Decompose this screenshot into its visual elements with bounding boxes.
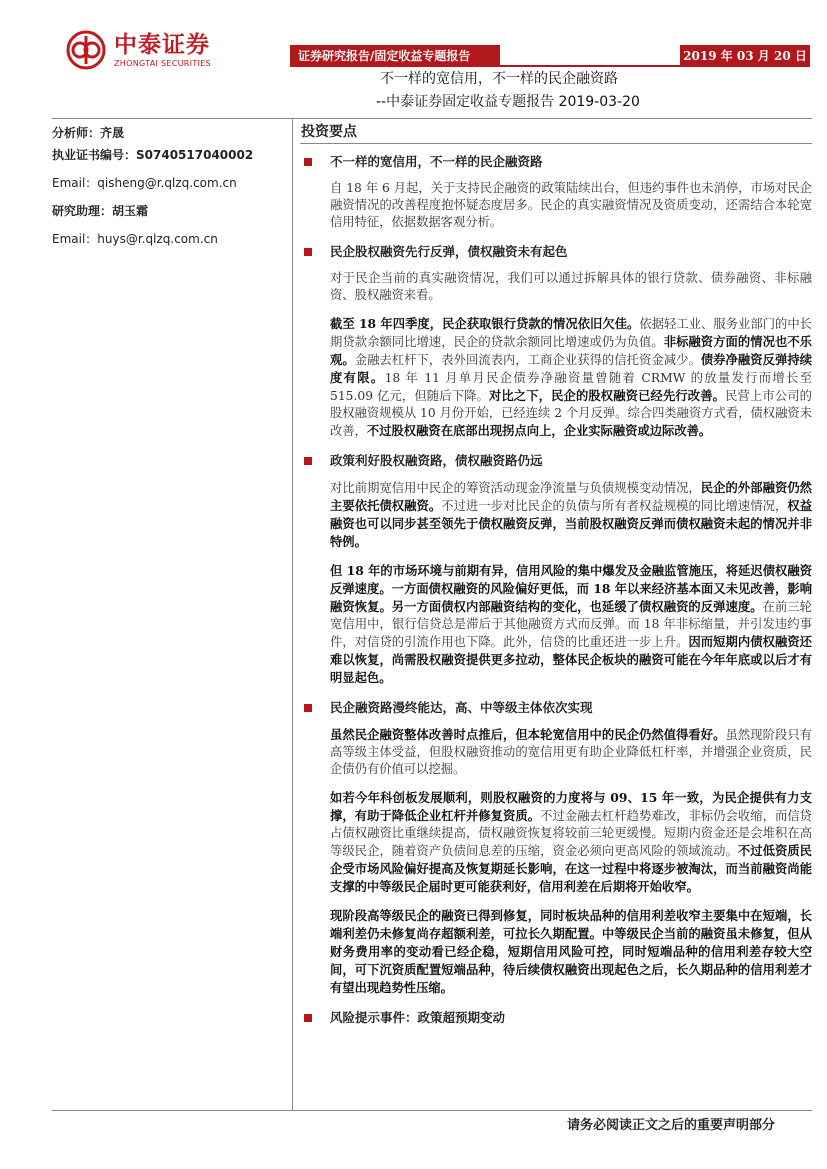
- body-text: 不过进一步对比民企的负债与所有者权益规模的同比增速情况，: [441, 499, 788, 513]
- cert-label: 执业证书编号：: [52, 148, 137, 162]
- emphasis-text: 如若今年科创板发展顺利，则股权融资的力度将与 09、15 年一致，为民企提供有力支撑，有助于降低企业杠杆并修复资质。: [330, 790, 812, 823]
- assistant-row: [52, 200, 288, 222]
- paragraph: [330, 562, 812, 687]
- paragraph: [330, 907, 812, 997]
- paragraph: 自 18 年 6 月起，关于支持民企融资的政策陆续出台，但违约事件也未消停，市场对民企融资情况的改善程度抱怀疑态度居多。民企的真实融资情况及资质变动，还需结合本轮宽信用特征，依据数据客观分析。: [330, 181, 812, 229]
- report-title: 不一样的宽信用，不一样的民企融资路: [380, 71, 618, 87]
- assistant-email[interactable]: huys@r.qlzq.com.cn: [97, 232, 218, 246]
- emphasis-text: 不过低资质民企受市场风险偏好提高及恢复期延长影响，在这一过程中将逐步被淘汰，而当前融资尚能支撑的中等级民企届时更可能获利好，信用利差在后期将开始收窄。: [330, 843, 812, 894]
- bottom-divider: [52, 1110, 812, 1111]
- cert-row: [52, 144, 288, 166]
- section-title: 投资要点: [300, 120, 812, 144]
- bullet-title-1: [300, 152, 812, 172]
- disclaimer-note: 请务必阅读正文之后的重要声明部分: [566, 1118, 775, 1133]
- assistant-email-row: [52, 228, 288, 250]
- body-text: 不过金融去杠杆趋势难改，非标仍会收缩，而信贷占债权融资比重继续提高，债权融资恢复将较前三轮更缓慢。短期内资金还是会堆积在高等级民企，随着资产负债间息差的压缩，资金必须向更高风险的领域流动。: [330, 809, 812, 858]
- bullet-title-text: 民企股权融资先行反弹，债权融资未有起色: [330, 244, 568, 259]
- logo-text-en: ZHONGTAI SECURITIES: [114, 58, 211, 68]
- analyst-email-label: Email：: [52, 176, 98, 190]
- assistant-email-label: Email：: [52, 232, 98, 246]
- body-text: 虽然现阶段只有高等级主体受益，但股权融资推动的宽信用更有助企业降低杠杆率，并增强企业资质，民企债仍有价值可以挖掘。: [330, 728, 812, 776]
- emphasis-text: 现阶段高等级民企的融资已得到修复，同时板块品种的信用利差收窄主要集中在短端，长端利差仍未修复尚存超额利差，可拉长久期配置。中等级民企当前的融资虽未修复，但从财务费用率的变动看已经企稳，短期信用风险可控，同时短端品种的信用利差存较大空间，可下沉资质配置短端品种，待后续债权融资出现起色之后，长久期品种的信用利差才有望出现趋势性压缩。: [330, 908, 812, 995]
- analyst-email[interactable]: qisheng@r.qlzq.com.cn: [97, 176, 237, 190]
- bullet-square-icon: [304, 457, 312, 465]
- assistant-name: 胡玉霜: [112, 204, 149, 218]
- emphasis-text: 对比之下，民企的股权融资已经先行改善。: [488, 388, 726, 403]
- bullet-title-text: 民企融资路漫终能达，高、中等级主体依次实现: [330, 700, 593, 715]
- emphasis-text: 非标融资方面的情况也不乐观。: [330, 334, 812, 367]
- emphasis-text: 民企的外部融资仍然主要依托债权融资。: [330, 480, 812, 513]
- body-text: 金融去杠杆下，表外回流表内，工商企业获得的信托资金减少。: [354, 353, 701, 367]
- emphasis-text: 但 18 年的市场环境与前期有异，信用风险的集中爆发及金融监管施压，将延迟债权融资反弹速度。一方面债权融资的风险偏好更低，而 18 年以来经济基本面又未见改善，影响融资恢复。另一方面债权内部融资结构的变化，也延缓了债权融资的反弹速度。: [330, 563, 812, 614]
- bullet-square-icon: [304, 158, 312, 166]
- paragraph: [330, 479, 812, 551]
- bullet-title-text: 风险提示事件：政策超预期变动: [330, 1010, 506, 1025]
- author-sidebar: [52, 122, 288, 250]
- paragraph: [330, 315, 812, 440]
- analyst-label: 分析师：: [52, 126, 101, 140]
- emphasis-text: 因而短期内债权融资还难以恢复，尚需股权融资提供更多拉动，整体民企板块的融资可能在今年年底或以后才有明显起色。: [330, 634, 812, 685]
- report-subtitle: --中泰证券固定收益专题报告 2019-03-20: [376, 94, 640, 110]
- bullet-title-3: [300, 451, 812, 471]
- analyst-email-row: [52, 172, 288, 194]
- emphasis-text: 截至 18 年四季度，民企获取银行贷款的情况依旧欠佳。: [330, 316, 640, 331]
- bullet-title-text: 不一样的宽信用，不一样的民企融资路: [330, 154, 543, 169]
- emphasis-text: 不过股权融资在底部出现拐点向上，企业实际融资或边际改善。: [366, 423, 712, 438]
- body-text: 依据轻工业、服务业部门的中长期贷款余额同比增速，民企的贷款余额同比增速或仍为负值。: [330, 317, 812, 349]
- body-text: 18 年 11 月单月民企债券净融资量曾随着 CRMW 的放量发行而增长至 515.09 亿元，但随后下降。: [330, 371, 812, 403]
- bullet-title-4: [300, 698, 812, 718]
- logo-text-cn: 中泰证券: [114, 31, 210, 58]
- bullet-title-text: 政策利好股权融资路，债权融资路仍远: [330, 453, 543, 468]
- bullet-square-icon: [304, 1014, 312, 1022]
- analyst-row: [52, 122, 288, 144]
- investment-highlights: [300, 120, 812, 1036]
- cert-number: S0740517040002: [136, 148, 254, 162]
- report-type-label: 证券研究报告/固定收益专题报告: [290, 45, 500, 67]
- company-logo: [66, 28, 226, 72]
- emphasis-text: 虽然民企融资整体改善时点推后，但本轮宽信用中的民企仍然值得看好。: [330, 727, 726, 742]
- emphasis-text: 债券净融资反弹持续度有限。: [330, 352, 812, 385]
- paragraph: [330, 789, 812, 896]
- paragraph: [330, 726, 812, 778]
- bullet-title-2: [300, 242, 812, 262]
- body-text: 民营上市公司的股权融资规模从 10 月份开始，已经连续 2 个月反弹。综合四类融资方式看，债权融资未改善，: [330, 389, 812, 438]
- bullet-square-icon: [304, 248, 312, 256]
- emphasis-text: 权益融资也可以同步甚至领先于债权融资反弹，当前股权融资反弹而债权融资未起的情况并非特例。: [330, 498, 812, 549]
- bullet-square-icon: [304, 704, 312, 712]
- body-text: 对比前期宽信用中民企的筹资活动现金净流量与负债规模变动情况，: [330, 481, 701, 495]
- analyst-name: 齐晟: [100, 126, 125, 140]
- paragraph: 对于民企当前的真实融资情况，我们可以通过拆解具体的银行贷款、债券融资、非标融资、股权融资来看。: [330, 271, 812, 302]
- assistant-label: 研究助理：: [52, 204, 113, 218]
- bullet-title-5: [300, 1008, 812, 1028]
- body-text: 在前三轮宽信用中，银行信贷总是滞后于其他融资方式而反弹。而 18 年非标缩量，并引发违约事件，对信贷的引流作用也下降。此外，信贷的比重还进一步上升。: [330, 600, 812, 649]
- top-divider: [52, 118, 812, 119]
- column-divider: [292, 118, 293, 1110]
- header-bar: [290, 45, 810, 67]
- report-date: 2019 年 03 月 20 日: [680, 45, 810, 67]
- logo-mark-icon: [66, 30, 106, 70]
